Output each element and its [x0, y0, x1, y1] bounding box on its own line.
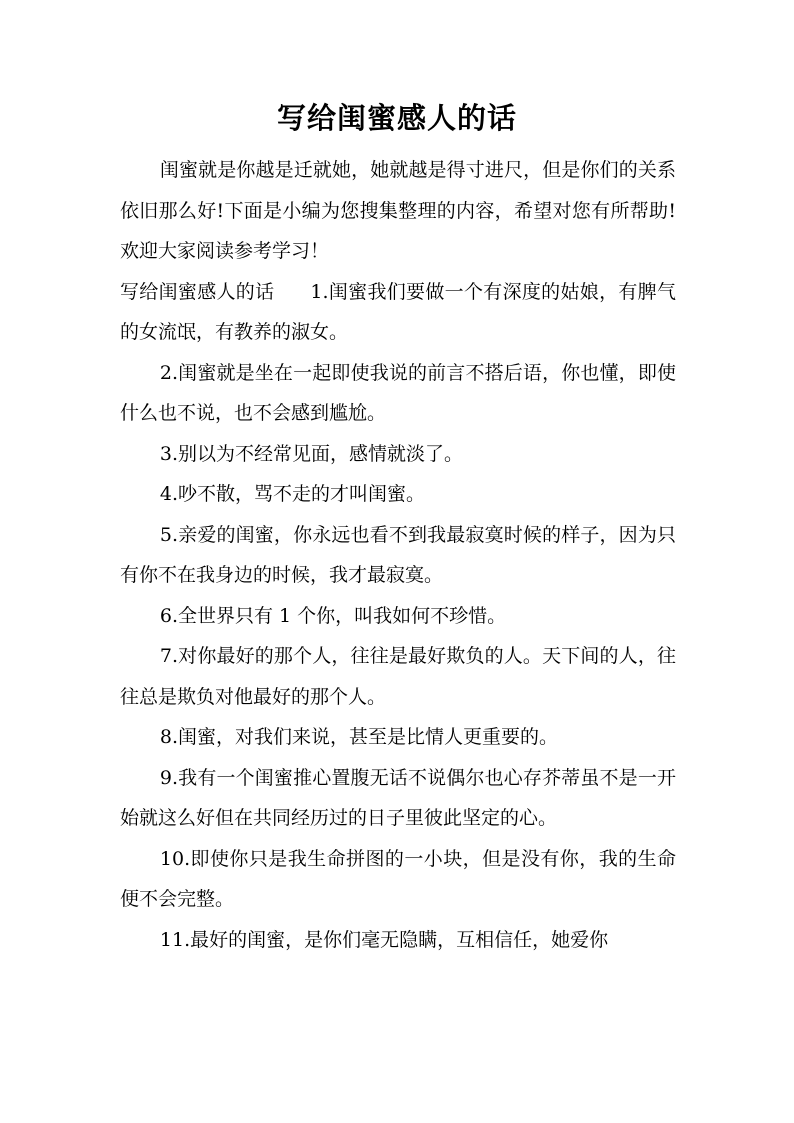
- item-2-paragraph: 2.闺蜜就是坐在一起即使我说的前言不搭后语，你也懂，即使什么也不说，也不会感到尴尬。: [120, 361, 676, 424]
- item-1-paragraph: [120, 272, 676, 353]
- item-3-paragraph: 3.别以为不经常见面，感情就淡了。: [159, 442, 464, 465]
- item-11-paragraph: 11.最好的闺蜜，是你们毫无隐瞒，互相信任，她爱你: [159, 928, 609, 951]
- item-8-paragraph: 8.闺蜜，对我们来说，甚至是比情人更重要的。: [159, 726, 559, 748]
- item-10-paragraph: 10.即使你只是我生命拼图的一小块，但是没有你，我的生命便不会完整。: [120, 847, 676, 910]
- item-9-paragraph: 9.我有一个闺蜜推心置腹无话不说偶尔也心存芥蒂虽不是一开始就这么好但在共同经历过的日子里彼此坚定的心。: [120, 766, 676, 829]
- item-7-paragraph: 7.对你最好的那个人，往往是最好欺负的人。天下间的人，往往总是欺负对他最好的那个人。: [120, 645, 676, 708]
- section-label: 写给闺蜜感人的话: [120, 280, 275, 303]
- intro-paragraph: 闺蜜就是你越是迁就她，她就越是得寸进尺，但是你们的关系依旧那么好!下面是小编为您搜集整理的内容，希望对您有所帮助!欢迎大家阅读参考学习！: [120, 159, 676, 262]
- item-4-paragraph: 4.吵不散，骂不走的才叫闺蜜。: [159, 483, 426, 505]
- item-1-text: 1.闺蜜我们要做一个有深度的姑娘，有脾气的女流氓，有教养的淑女。: [120, 280, 676, 343]
- document-title: 写给闺蜜感人的话: [276, 101, 517, 135]
- document-body: [120, 150, 676, 960]
- item-6-paragraph: 6.全世界只有 1 个你，叫我如何不珍惜。: [159, 604, 507, 627]
- item-5-paragraph: 5.亲爱的闺蜜，你永远也看不到我最寂寞时候的样子，因为只有你不在我身边的时候，我才最寂寞。: [120, 523, 676, 586]
